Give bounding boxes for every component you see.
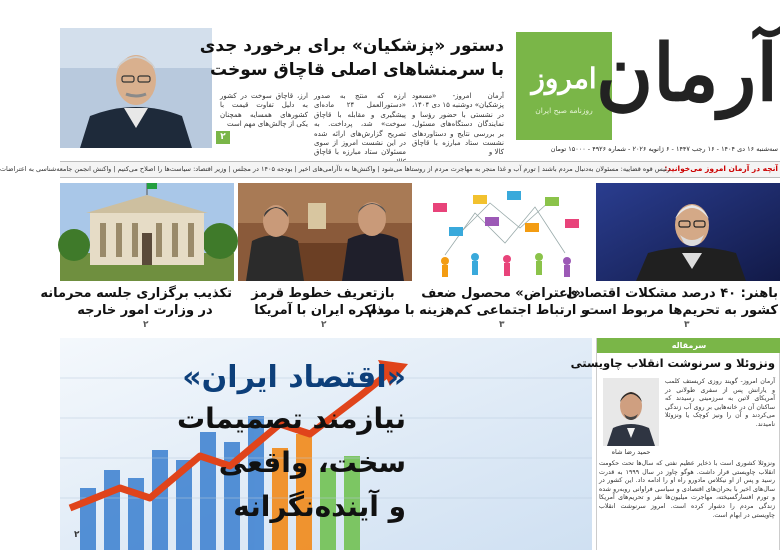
story-foreign-ministry[interactable] <box>40 183 234 333</box>
story-page-number: ۲ <box>143 320 149 330</box>
logo-emrooz: امروز <box>531 62 597 95</box>
ticker-label: آنچه در آرمان امروز می‌خوانید: <box>664 164 778 173</box>
economy-headline-1: «اقتصاد ایران» <box>182 360 406 395</box>
story-title-line-2: کشور به تحریم‌ها مربوط است <box>585 303 778 318</box>
lead-photo <box>60 28 212 148</box>
story-photo <box>596 183 780 281</box>
editorial-label: سرمقاله <box>597 338 780 353</box>
editorial-column[interactable] <box>570 338 780 550</box>
logo-arman: آرمان <box>595 28 778 119</box>
lead-title-line-2: با سرمنشاهای اصلی قاچاق سوخت <box>210 60 504 80</box>
page-number-badge: ۲ <box>216 131 230 144</box>
economy-feature[interactable] <box>60 338 592 550</box>
story-title-line-1: باهنر: ۴۰ درصد مشکلات اقتصادی <box>566 286 778 301</box>
editorial-body: ونزوئلا کشوری است با ذخایر عظیم نفتی که سال‌ها تحت حکومت انقلاب چاویستی قرار داشت. هوگو چاوز در سال ۱۹۹۹ به قدرت رسید و پس از او نیکلاس مادورو راه او را ادامه داد. این کشور در سال‌های اخیر با بحران‌های اقتصادی و سیاسی فراوانی روبه‌رو شده و تورم افسارگسیخته، مهاجرت میلیون‌ها نفر و تحریم‌های آمریکا زندگی مردم را دشوار کرده است. امروز سرنوشت انقلاب چاویستی در ابهام است. <box>599 460 775 519</box>
story-title-line-1: بازتعریف خطوط قرمز <box>251 286 395 301</box>
story-protest[interactable] <box>367 183 591 333</box>
lead-title-line-1: دستور «پزشکیان» برای برخورد جدی <box>199 36 504 56</box>
story-photo <box>238 183 412 281</box>
story-title-line-2: مذاکره ایران با آمریکا <box>254 303 392 318</box>
economy-headline-2: نیازمند تصمیمات <box>177 402 406 435</box>
logo-tagline: روزنامه صبح ایران <box>535 106 593 115</box>
lead-column-2: ارزه که منتج به صدور «دستورالعمل ۲۴ ماده‌ای پیشگیری و مقابله با قاچاق سوخت» شد، پرداخت. به تصریح گزارش‌های ارائه شده در این نشست امروز از سوی مسئولان ستاد مبارزه با قاچاق <box>314 92 406 157</box>
story-bahonar[interactable] <box>566 183 780 333</box>
economy-headline-4: و آینده‌نگرانه <box>233 490 406 523</box>
story-title-line-2: در وزارت امور خارجه <box>77 303 213 318</box>
editorial-title: ونزوئلا و سرنوشت انقلاب چاویستی <box>570 356 775 370</box>
ticker-text: رئیس قوه قضاییه: مسئولان به‌دنبال مردم باشند | تورم آب و غذا منجر به مهاجرت مردم از روستاها می‌شود | واکنش‌ها به ناآرامی‌های اخیر | بودجه ۱۴۰۵ در مجلس | وزیر اقتصاد: سیاست‌ها را اصلاح می‌کنیم | واکنش انجمن جامعه‌شناسی به اعتراضات <box>0 165 670 173</box>
dateline: سه‌شنبه ۱۶ دی ۱۴۰۴ - ۱۶ رجب ۱۴۴۷ - ۶ ژانویه ۲۰۲۶ - شماره ۴۹۲۶ - ۱۵۰۰۰ تومان <box>550 145 778 153</box>
story-title-line-2: و ارتباط اجتماعی کم‌هزینه با مردم <box>367 303 589 318</box>
masthead <box>516 30 780 144</box>
story-page-number: ۳ <box>499 320 505 330</box>
lead-story[interactable] <box>199 30 510 157</box>
economy-headline-3: سخت، واقعی <box>218 446 406 479</box>
story-illustration <box>415 183 591 281</box>
lead-column-3: ارز، قاچاق سوخت در کشور به دلیل تفاوت قیمت با کشورهای همسایه همچنان یکی از چالش‌های مهم است <box>220 92 308 129</box>
editorial-lead: آرمان امروز- گویند روزی کریستف کلمب و یارانش پس از سفری طولانی در آمریکای لاتین به سرزمینی رسیدند که ساکنان آن در خانه‌هایی بر روی آب زندگی می‌کردند و آن را ونیز کوچک یا ونزوئلا نامیدند. <box>665 378 775 428</box>
lead-column-1: آرمان امروز- «مسعود پزشکیان» دوشنبه ۱۵ دی ۱۴۰۴، در نشستی با حضور رؤسا و نمایندگان دستگاه‌های مسئول، بر بررسی نتایج و دستاوردهای نشست ستاد مبارزه با قاچاق کالا و <box>412 92 504 157</box>
news-ticker <box>0 161 780 178</box>
story-photo <box>60 183 234 281</box>
author-photo <box>603 378 659 446</box>
story-page-number: ۳ <box>684 320 690 330</box>
story-red-lines[interactable] <box>238 183 412 333</box>
economy-page-number: ۲ <box>74 530 80 540</box>
author-name: حمید رضا شاه <box>611 448 651 456</box>
story-title-line-1: تکذیب برگزاری جلسه محرمانه <box>40 286 232 301</box>
story-title-line-1: «اعتراض» محصول ضعف <box>421 286 581 301</box>
story-page-number: ۲ <box>321 320 327 330</box>
